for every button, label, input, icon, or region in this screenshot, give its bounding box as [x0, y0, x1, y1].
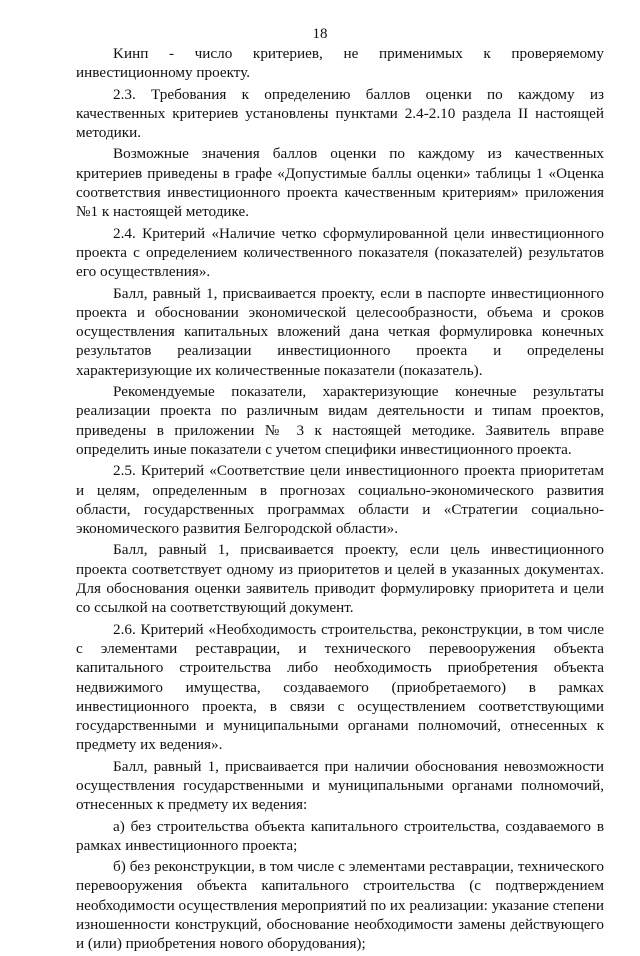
paragraph-2-3: 2.3. Требования к определению баллов оценки по каждому из качественных критериев установлены пунктами 2.4-2.10 раздела II настоящей методики.: [76, 85, 604, 142]
document-body: [76, 44, 604, 956]
paragraph-2-4: 2.4. Критерий «Наличие четко сформулированной цели инвестиционного проекта с определением количественного показателя (показателей) результатов его осуществления».: [76, 224, 604, 281]
paragraph-2-5: 2.5. Критерий «Соответствие цели инвестиционного проекта приоритетам и целям, определенным в прогнозах социально-экономического развития области, государственных программах области и «Стратегии социально-экономического развития Белгородской области».: [76, 462, 604, 538]
paragraph-2-5-score: Балл, равный 1, присваивается проекту, если цель инвестиционного проекта соответствует одному из приоритетов и целей в указанных документах. Для обоснования оценки заявитель приводит формулировку приоритета и цели со ссылкой на соответствующий документ.: [76, 541, 604, 617]
paragraph-2-6-score: Балл, равный 1, присваивается при наличии обоснования невозможности осуществления государственными и муниципальными органами полномочий, отнесенных к предмету их ведения:: [76, 757, 604, 814]
list-item-a: а) без строительства объекта капитального строительства, создаваемого в рамках инвестиционного проекта;: [76, 817, 604, 854]
paragraph-kinp-definition: Kинп - число критериев, не применимых к проверяемому инвестиционному проекту.: [76, 45, 604, 82]
paragraph-recommended-indicators: Рекомендуемые показатели, характеризующие конечные результаты реализации проекта по различным видам деятельности и типам проектов, приведены в приложении № 3 к настоящей методике. Заявитель вправе определить иные показатели с учетом специфики инвестиционного проекта.: [76, 383, 604, 458]
paragraph-2-4-score: Балл, равный 1, присваивается проекту, если в паспорте инвестиционного проекта и обосновании экономической целесообразности, объема и сроков осуществления капитальных вложений дана четкая формулировка конечных результатов реализации инвестиционного проекта и определены характеризующие их количественные показатели (показатель).: [76, 284, 604, 379]
page-number: 18: [312, 26, 328, 42]
paragraph-possible-scores: Возможные значения баллов оценки по каждому из качественных критериев приведены в графе «Допустимые баллы оценки» таблицы 1 «Оценка соответствия инвестиционного проекта качественным критериям» приложения №1 к настоящей методике.: [76, 145, 604, 221]
list-item-b: б) без реконструкции, в том числе с элементами реставрации, технического перевооружения объекта капитального строительства (с подтверждением необходимости осуществления мероприятий по их реализации: указание степени изношенности конструкций, обоснование необходимости замены действующего и (или) приобретения нового оборудования);: [76, 858, 604, 953]
paragraph-2-6: 2.6. Критерий «Необходимость строительства, реконструкции, в том числе с элементами реставрации, и технического перевооружения объекта капитального строительства либо необходимость приобретения объекта недвижимого имущества, создаваемого (приобретаемого) в рамках инвестиционного проекта, в связи с осуществлением соответствующими государственными и муниципальными органами полномочий, отнесенных к предмету их ведения».: [76, 620, 604, 754]
